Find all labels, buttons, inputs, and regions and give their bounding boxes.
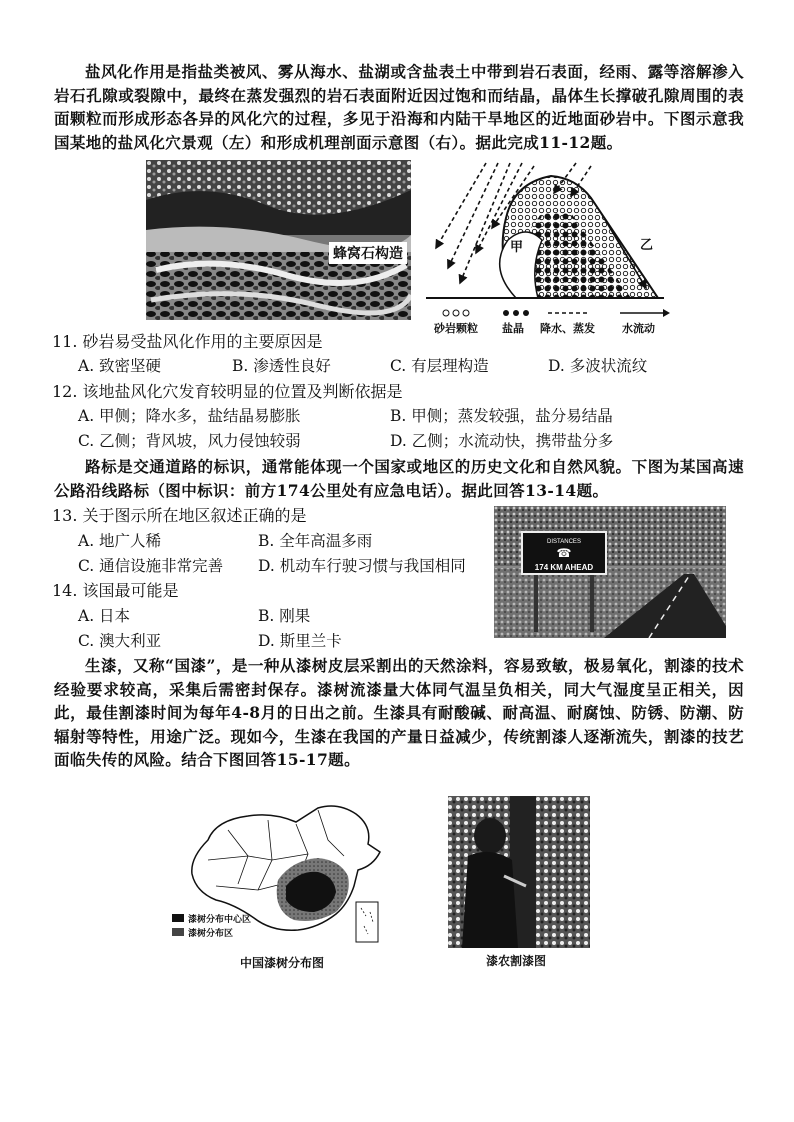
sign-main-text: 174 KM AHEAD <box>534 563 594 572</box>
map-legend-center: 漆树分布中心区 <box>188 915 252 925</box>
q12-option-c: C. 乙侧；背风坡，风力侵蚀较弱 <box>78 432 301 450</box>
q12-option-a: A. 甲侧；降水多，盐结晶易膨胀 <box>78 407 301 425</box>
q11-option-b: B. 渗透性良好 <box>232 357 331 375</box>
sign-top-text: DISTANCES <box>547 539 581 545</box>
legend-rain: 降水、蒸发 <box>540 322 595 335</box>
map-caption: 中国漆树分布图 <box>240 956 325 970</box>
formation-diagram-svg <box>426 158 664 308</box>
map-legend-area: 漆树分布区 <box>188 929 234 939</box>
legend-flow: 水流动 <box>622 322 655 335</box>
q14-option-c: C. 澳大利亚 <box>78 632 162 650</box>
road-sign-photo <box>494 506 726 638</box>
q13-option-b: B. 全年高温多雨 <box>258 532 373 550</box>
intro-paragraph-3: 生漆，又称“国漆”，是一种从漆树皮层采割出的天然涂料，容易致敏，极易氧化，割漆的技术经验要求较高，采集后需密封保存。漆树流漆量大体同气温呈负相关，同大气湿度呈正相关，因此，最佳割漆时间为每年4-8月的日出之前。生漆具有耐酸碱、耐高温、耐腐蚀、防锈、防潮、防辐射等特性，用途广泛。现如今，生漆在我国的产量日益减少，传统割漆人逐渐流失，割漆的技艺面临失传的风险。结合下图回答15-17题。 <box>54 656 744 769</box>
q13-stem: 13. 关于图示所在地区叙述正确的是 <box>52 506 307 525</box>
legend-symbols <box>430 308 680 318</box>
photo-caption: 漆农割漆图 <box>486 954 547 968</box>
photo-label: 蜂窝石构造 <box>329 242 407 264</box>
q14-option-d: D. 斯里兰卡 <box>258 632 342 650</box>
q13-option-d: D. 机动车行驶习惯与我国相同 <box>258 557 466 575</box>
q11-option-d: D. 多波状流纹 <box>548 357 648 375</box>
phone-icon: ☎ <box>556 546 572 560</box>
q12-option-b: B. 甲侧；蒸发较强，盐分易结晶 <box>390 407 613 425</box>
intro-paragraph-1: 盐风化作用是指盐类被风、雾从海水、盐湖或含盐表土中带到岩石表面，经雨、露等溶解渗入岩石孔隙或裂隙中，最终在蒸发强烈的岩石表面附近因过饱和而结晶，晶体生长撑破孔隙周围的表面颗粒而形成形态各异的风化穴的过程，多见于沿海和内陆干旱地区的近地面砂岩中。下图示意我国某地的盐风化穴景观（左）和形成机理剖面示意图（右）。据此完成11-12题。 <box>54 62 744 152</box>
label-jia: 甲 <box>510 240 524 255</box>
q13-option-c: C. 通信设施非常完善 <box>78 557 224 575</box>
q11-stem: 11. 砂岩易受盐风化作用的主要原因是 <box>52 332 323 351</box>
q11-option-a: A. 致密坚硬 <box>78 357 162 375</box>
diagram-legend <box>430 308 680 334</box>
label-yi: 乙 <box>640 238 654 253</box>
lacquer-tree-map <box>168 800 400 972</box>
legend-sand: 砂岩颗粒 <box>434 322 478 335</box>
q14-option-b: B. 刚果 <box>258 607 311 625</box>
q12-option-d: D. 乙侧；水流动快，携带盐分多 <box>390 432 614 450</box>
q11-option-c: C. 有层理构造 <box>390 357 489 375</box>
q13-option-a: A. 地广人稀 <box>78 532 162 550</box>
legend-salt: 盐晶 <box>502 322 524 335</box>
honeycomb-rock-photo <box>146 160 411 320</box>
lacquer-harvest-photo <box>448 796 590 948</box>
formation-diagram <box>426 158 664 330</box>
q14-stem: 14. 该国最可能是 <box>52 581 179 600</box>
q12-stem: 12. 该地盐风化穴发育较明显的位置及判断依据是 <box>52 382 403 401</box>
q14-option-a: A. 日本 <box>78 607 131 625</box>
intro-paragraph-2: 路标是交通道路的标识，通常能体现一个国家或地区的历史文化和自然风貌。下图为某国高速公路沿线路标（图中标识：前方174公里处有应急电话）。据此回答13-14题。 <box>54 457 744 500</box>
